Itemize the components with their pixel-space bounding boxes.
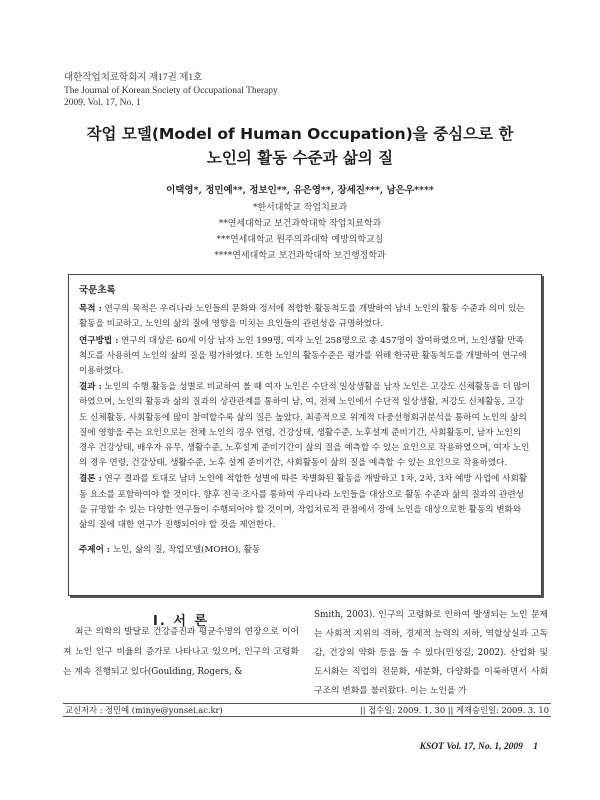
journal-info <box>64 72 278 110</box>
page-number: 1 <box>533 742 538 752</box>
footer-journal: KSOT Vol. 17, No. 1, 2009 <box>419 742 523 752</box>
affiliation-4: ****연세대학교 보건과학대학 보건행정학과 <box>214 251 386 261</box>
abstract-conclusion <box>79 472 531 533</box>
journal-name-english: The Journal of Korean Society of Occupational Therapy <box>64 85 278 96</box>
abstract-methods <box>79 334 531 380</box>
submission-dates: || 접수일: 2009. 1. 30 || 게재승인일: 2009. 3. 10 <box>359 705 549 715</box>
keywords-label: 주제어 : <box>79 545 111 556</box>
abstract-purpose-label: 목적 : <box>79 304 102 315</box>
abstract-methods-label: 연구방법 : <box>79 335 119 346</box>
abstract-methods-text: 연구의 대상은 60세 이상 남자 노인 199명, 여자 노인 258명으로 총 457명이 참여하였으며, 노인생활 만족척도를 사용하여 노인의 삶의 질을 평가하였다. 또한 노인의 활동수준은 평가를 위해 한국판 활동척도를 개발하여 연구에 이용하였다. <box>79 335 527 377</box>
korean-abstract <box>68 274 542 596</box>
abstract-heading: 국문초록 <box>79 285 116 296</box>
affiliation-2: **연세대학교 보건과학대학 작업치료학과 <box>218 219 382 229</box>
journal-volume: 2009. Vol. 17, No. 1 <box>64 98 141 108</box>
affiliation-1: *한서대학교 작업치료과 <box>252 203 348 213</box>
author-list: 이택영*, 정민예**, 정보인**, 유은영**, 장세진***, 남은우**** <box>166 185 434 196</box>
intro-left-column <box>63 622 299 682</box>
abstract-conclusion-text: 연구 결과를 토대로 남녀 노인에 적합한 성별에 따른 차별화된 활동을 개발하고 1차, 2차, 3차 예방 사업에 사회활동 요소를 포함하여야 할 것이다. 향후 전국 조사를 통하여 우리나라 노인들을 대상으로 활동 수준과 삶의 질과의 관련성을 규명할 수 있는 다양한 연구들이 수행되어야 할 것이며, 작업치료적 관점에서 장애 노인을 대상으로한 활동의 변화와 삶의 질에 대한 연구가 진행되어야 할 것을 제언한다. <box>79 474 528 531</box>
abstract-purpose <box>79 302 531 332</box>
abstract-results-label: 결과 : <box>79 382 102 393</box>
keywords-text: 노인, 삶의 질, 작업모델(MOHO), 활동 <box>112 545 261 556</box>
abstract-keywords <box>79 543 531 558</box>
paper-title-line-1: 작업 모델(Model of Human Occupation)을 중심으로 한 <box>86 125 514 143</box>
corresponding-author-footnote <box>63 703 551 717</box>
paper-title-line-2: 노인의 활동 수준과 삶의 질 <box>206 149 394 167</box>
abstract-results <box>79 380 531 471</box>
abstract-purpose-text: 연구의 목적은 우리나라 노인들의 문화와 정서에 적합한 활동척도를 개발하여 남녀 노인의 활동 수준과 의미 있는 활동을 비교하고, 노인의 삶의 질에 영향을 미치는 요인들의 관련성을 규명하였다. <box>79 304 525 330</box>
abstract-results-text: 노인의 수행 활동을 성별로 비교하여 볼 때 여자 노인은 수단적 일상생활을 남자 노인은 고강도 신체활동을 더 많이 하였으며, 노인의 활동과 삶의 질과의 상관관계를 통하여 남, 여, 전체 노인에서 수단적 일상생활, 저강도 신체활동, 고강도 신체활동, 사회활동에 많이 참여할수록 삶의 질은 높았다. 최종적으로 위계적 다중선형회귀분석을 통하여 노인의 삶의 질에 영향을 주는 요인으로는 전체 노인의 경우 연령, 건강상태, 생활수준, 노후설계 준비기간, 사회활동이, 남자 노인의 경우 건강상태, 배우자 유무, 생활수준, 노후설계 준비기간이 삶의 질을 예측할 수 있는 요인으로 작용하였으며, 여자 노인의 경우 연령, 건강상태, 생활수준, 노후 설계 준비기간, 사회활동이 삶의 질을 예측할 수 있는 요인으로 작용하였다. <box>79 382 531 469</box>
intro-right-paragraph: Smith, 2003). 인구의 고령화로 인하여 발생되는 노인 문제는 사회적 지위의 격하, 경제적 능력의 저하, 역할상실과 고독감, 건강의 약화 등을 들 수 있다(민성길, 2002). 산업화 및 도시화는 직업의 전문화, 세분화, 다양화를 이룩하면서 사회 구조의 변화를 불러왔다. 이는 노인을 가 <box>314 610 548 696</box>
corresponding-author: 교신저자 : 정민예 (minye@yonsei.ac.kr) <box>65 705 223 715</box>
affiliation-3: ***연세대학교 원주의과대학 예방의학교실 <box>216 235 384 245</box>
page-footer <box>420 742 538 752</box>
intro-right-column <box>314 606 548 701</box>
abstract-conclusion-label: 결론 : <box>79 474 102 485</box>
intro-left-paragraph: 최근 의학의 발달로 건강증진과 평균수명의 연장으로 이어져 노인 인구 비율의 증가로 나타나고 있으며, 인구의 고령화는 계속 진행되고 있다(Goulding, Rogers, & <box>63 627 299 677</box>
journal-name-korean: 대한작업치료학회지 제17권 제1호 <box>64 73 203 83</box>
section-heading-introduction: I. 서 론 <box>153 614 209 629</box>
